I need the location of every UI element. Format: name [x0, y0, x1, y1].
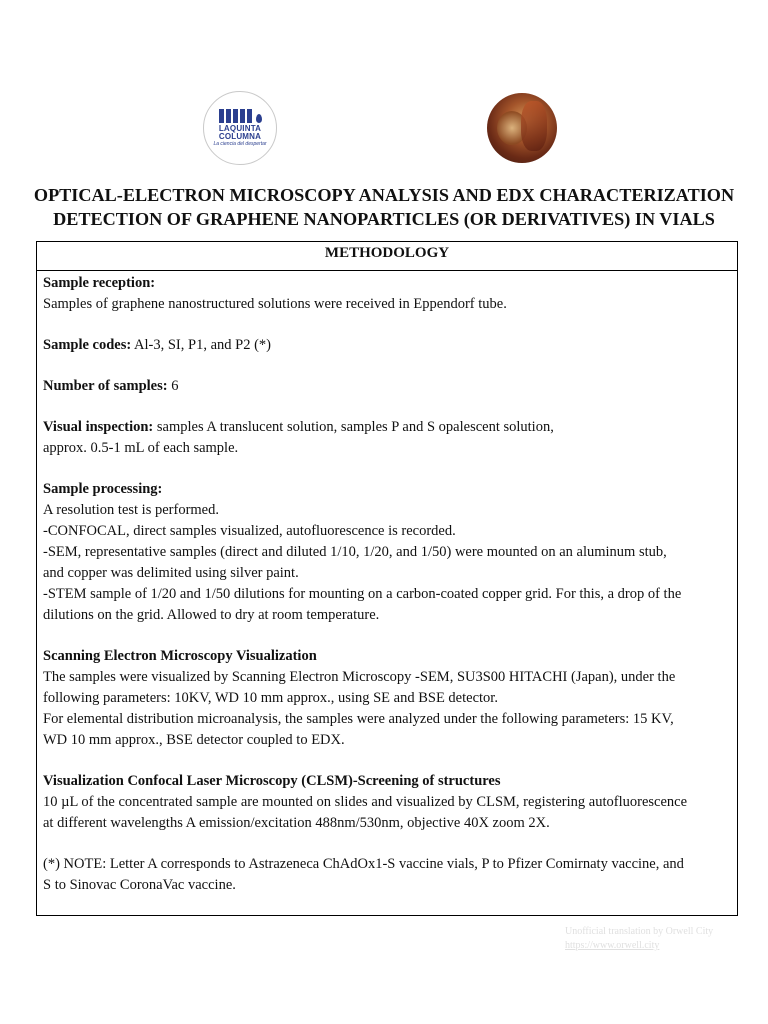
microscopy-image-logo: [487, 93, 557, 163]
translation-watermark: [565, 925, 713, 953]
watermark-text: Unofficial translation by Orwell City: [565, 926, 714, 937]
sem-line: following parameters: 10KV, WD 10 mm approx., using SE and BSE detector.: [43, 690, 498, 706]
note-line: S to Sinovac CoronaVac vaccine.: [43, 877, 236, 893]
visual-inspection-text: samples A translucent solution, samples P and S opalescent solution,: [153, 419, 554, 435]
clsm-line: 10 µL of the concentrated sample are mounted on slides and visualized by CLSM, registering autofluorescence: [43, 794, 688, 810]
visual-inspection: [43, 417, 731, 438]
sem-line: For elemental distribution microanalysis, the samples were analyzed under the following parameters: 15 KV,: [43, 711, 674, 727]
watermark-link[interactable]: https://www.orwell.city: [565, 940, 660, 951]
sample-processing-line: -SEM, representative samples (direct and diluted 1/10, 1/20, and 1/50) were mounted on an aluminum stub,: [43, 544, 667, 560]
sample-reception-label: Sample reception:: [43, 275, 156, 291]
logo-text-line1: LAQUINTA: [218, 123, 262, 133]
visual-inspection-text-2: approx. 0.5-1 mL of each sample.: [43, 440, 239, 456]
title-line-1: OPTICAL-ELECTRON MICROSCOPY ANALYSIS AND EDX CHARACTERIZATION: [33, 185, 735, 205]
visual-inspection-label: Visual inspection:: [43, 419, 154, 435]
clsm-line: at different wavelengths A emission/excitation 488nm/530nm, objective 40X zoom 2X.: [43, 815, 550, 831]
sample-codes-value: Al-3, SI, P1, and P2 (*): [131, 337, 271, 353]
sem-line: WD 10 mm approx., BSE detector coupled to EDX.: [43, 732, 345, 748]
note-line: (*) NOTE: Letter A corresponds to Astrazeneca ChAdOx1-S vaccine vials, P to Pfizer Comirnaty vaccine, and: [43, 856, 684, 872]
sample-codes: [43, 335, 731, 356]
title-line-2: DETECTION OF GRAPHENE NANOPARTICLES (OR DERIVATIVES) IN VIALS: [53, 209, 715, 229]
sample-processing-line: A resolution test is performed.: [43, 502, 219, 518]
number-of-samples-value: 6: [167, 378, 179, 394]
methodology-content: [37, 271, 737, 896]
sample-processing-line: -CONFOCAL, direct samples visualized, autofluorescence is recorded.: [43, 523, 456, 539]
logo-bars-icon: [219, 109, 262, 123]
number-of-samples-label: Number of samples:: [43, 378, 168, 394]
sample-processing-label: Sample processing:: [43, 481, 163, 497]
document-title: [20, 183, 748, 231]
methodology-box: [36, 241, 738, 916]
sample-processing-line: and copper was delimited using silver paint.: [43, 565, 299, 581]
logo-row: [0, 88, 768, 168]
methodology-heading: METHODOLOGY: [37, 242, 737, 271]
sample-reception-text: Samples of graphene nanostructured solutions were received in Eppendorf tube.: [43, 296, 507, 312]
sem-heading: Scanning Electron Microscopy Visualization: [43, 648, 317, 664]
la-quinta-columna-logo: [203, 91, 277, 165]
logo-text-line2: COLUMNA: [218, 131, 262, 141]
clsm-heading: Visualization Confocal Laser Microscopy (CLSM)-Screening of structures: [43, 773, 501, 789]
number-of-samples: [43, 376, 731, 397]
sample-processing-line: -STEM sample of 1/20 and 1/50 dilutions for mounting on a carbon-coated copper grid. For this, a drop of the: [43, 586, 682, 602]
sample-processing-line: dilutions on the grid. Allowed to dry at room temperature.: [43, 607, 380, 623]
sem-line: The samples were visualized by Scanning Electron Microscopy -SEM, SU3S00 HITACHI (Japan), under the: [43, 669, 676, 685]
sample-codes-label: Sample codes:: [43, 337, 132, 353]
logo-tagline: La ciencia del despertar: [213, 140, 267, 147]
